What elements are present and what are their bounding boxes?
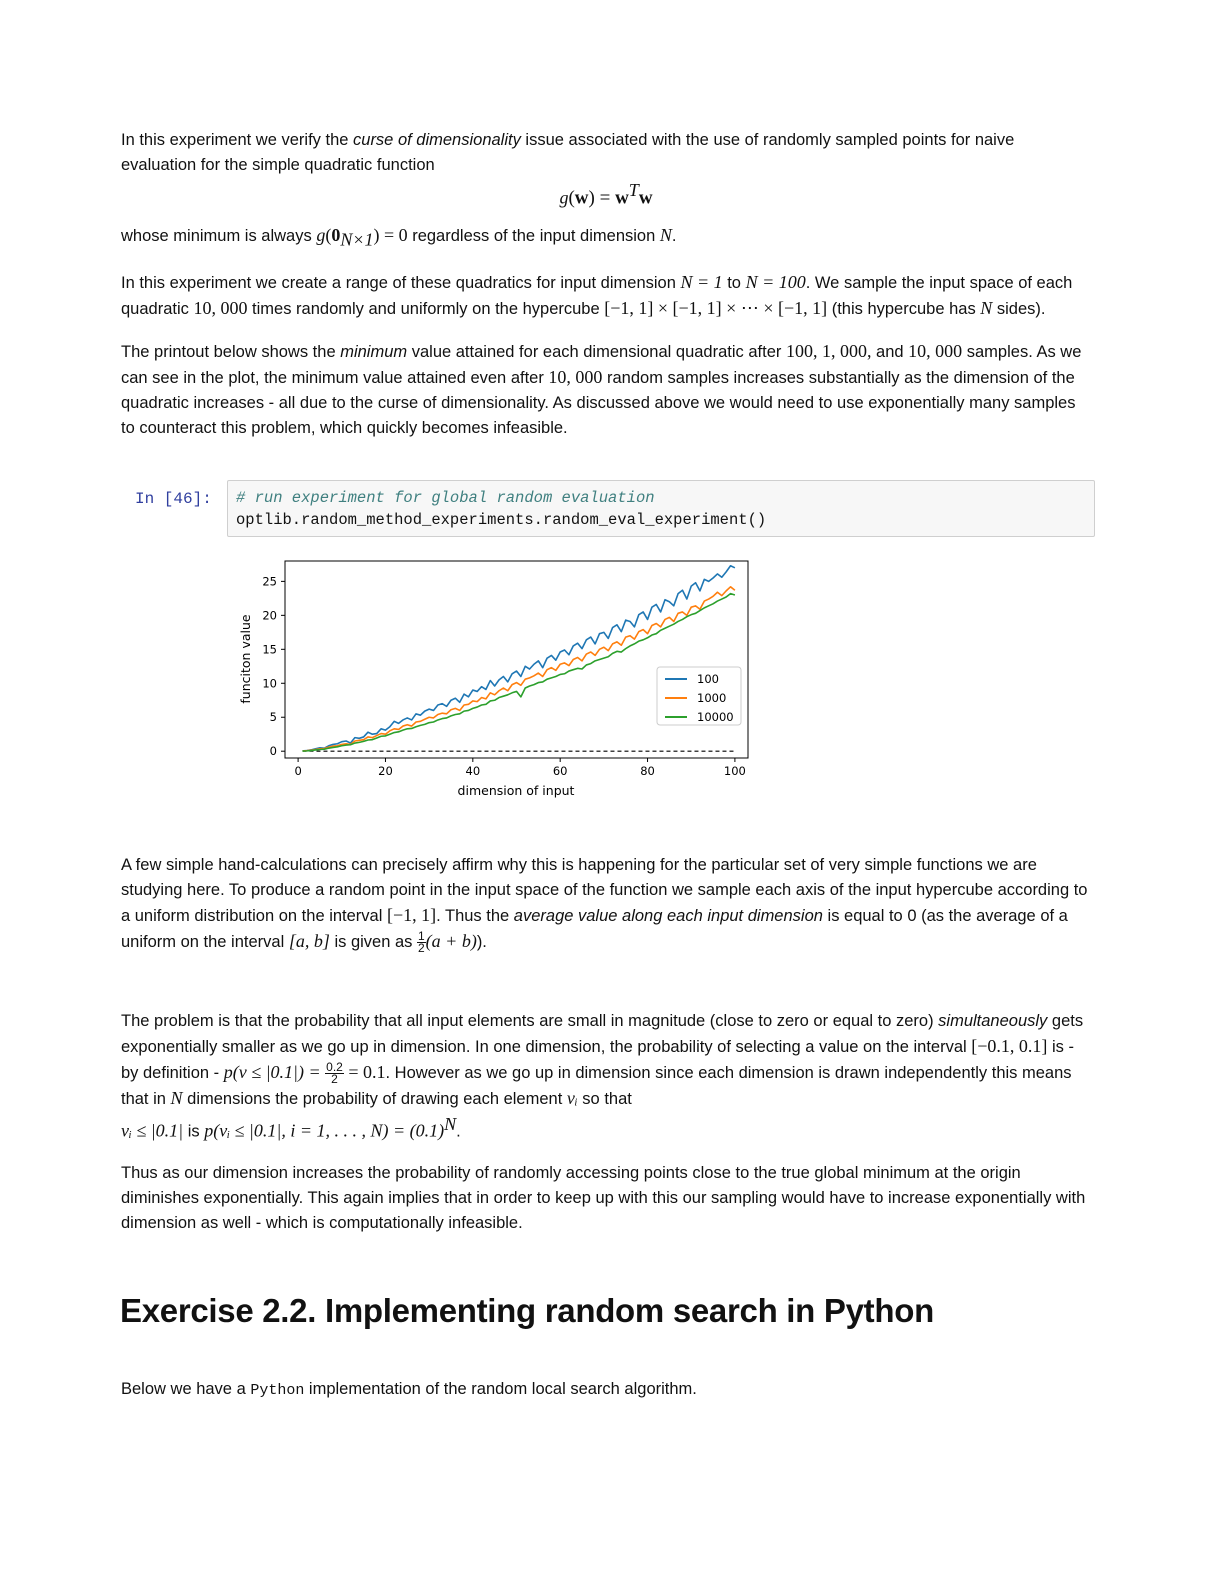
x-tick-label: 60 (552, 764, 568, 778)
exercise-heading: Exercise 2.2. Implementing random search in Python (120, 1292, 934, 1329)
problem-paragraph: The problem is that the probability that all input elements are small in magnitude (close to zero or equal to zero) simultaneously gets exponentially smaller as we go up in dimension. In one dimension, the probability of selecting a value on the interval [−0.1, 0.1] is - by definition - p(v ≤ |0.1|) = $\frac{0.2}{2}$ = 0.1. However as we go up in dimension since each dimension is drawn independently this means that in N dimensions the probability of drawing each element vᵢ so that vᵢ ≤ |0.1| is p(vᵢ ≤ |0.1|, i = 1, . . . , $N) = (0.1)^N$. (121, 1012, 1084, 1141)
half-fraction: $\frac{1}{2}$ (417, 929, 425, 956)
plot-area (285, 561, 748, 758)
legend-label-100: 100 (697, 672, 719, 686)
y-axis-label: funciton value (238, 614, 253, 704)
x-axis-label: dimension of input (457, 783, 575, 798)
legend-label-1000: 1000 (697, 691, 727, 705)
x-tick-label: 40 (465, 764, 481, 778)
y-tick-label: 10 (262, 676, 277, 691)
y-tick-label: 20 (262, 608, 277, 623)
quadratic-equation: $g(w) = w^Tw$ (559, 180, 653, 209)
x-tick-label: 100 (723, 764, 746, 778)
code-comment: # run experiment for global random evaluation (236, 489, 655, 507)
chart-legend (657, 667, 741, 725)
experiment-chart (230, 555, 760, 805)
x-tick-label: 0 (294, 764, 302, 778)
printout-paragraph: The printout below shows the minimum value attained for each dimensional quadratic after 100, 1, 000, and 10, 000 samples. As we can see in the plot, the minimum value attained even after 10, 000 random samples increases substantially as the dimension of the quadratic increases - all due to the curse of dimensionality. As discussed above we would need to use exponentially many samples to counteract this problem, which quickly becomes infeasible. (121, 340, 1082, 437)
exercise-intro: Below we have a Python implementation of the random local search algorithm. (121, 1380, 697, 1399)
python-inline-code: Python (250, 1382, 305, 1399)
input-prompt: In [46]: (135, 490, 212, 508)
code-editor[interactable] (227, 480, 1095, 537)
x-tick-label: 20 (378, 764, 393, 778)
thus-paragraph: Thus as our dimension increases the probability of randomly accessing points close to the true global minimum at the origin diminishes exponentially. This again implies that in order to keep up with this our sampling would have to increase exponentially with dimension as well - which is computationally infeasible. (121, 1163, 1086, 1232)
y-tick-label: 0 (269, 744, 277, 759)
x-tick-label: 80 (640, 764, 655, 778)
probability-fraction: $\frac{0.2}{2}$ (326, 1060, 343, 1087)
intro-paragraph: In this experiment we verify the curse of dimensionality issue associated with the use of randomly sampled points for naive evaluation for the simple quadratic function (121, 131, 1015, 174)
lower-section (121, 853, 1091, 1236)
y-tick-label: 15 (262, 642, 277, 657)
notebook-page (121, 128, 1091, 441)
code-line: optlib.random_method_experiments.random_eval_experiment() (236, 511, 767, 529)
minimum-paragraph: whose minimum is always $g(0_{N\times 1}) = 0$ regardless of the input dimension N. (121, 225, 677, 250)
y-tick-label: 5 (269, 710, 277, 725)
range-paragraph: In this experiment we create a range of these quadratics for input dimension N = 1 to N = 100. We sample the input space of each quadratic 10, 000 times randomly and uniformly on the hypercube [−1, 1] × [−1, 1] × ⋯ × [−1, 1] (this hypercube has N sides). (121, 271, 1073, 318)
hand-calc-paragraph: A few simple hand-calculations can precisely affirm why this is happening for the particular set of very simple functions we are studying here. To produce a random point in the input space of the function we sample each axis of the input hypercube according to a uniform distribution on the interval [−1, 1]. Thus the average value along each input dimension is equal to 0 (as the average of a uniform on the interval [a, b] is given as $\frac{1}{2}$ (a + b)). (121, 856, 1088, 956)
legend-label-10000: 10000 (697, 710, 734, 724)
y-tick-label: 25 (262, 574, 277, 589)
